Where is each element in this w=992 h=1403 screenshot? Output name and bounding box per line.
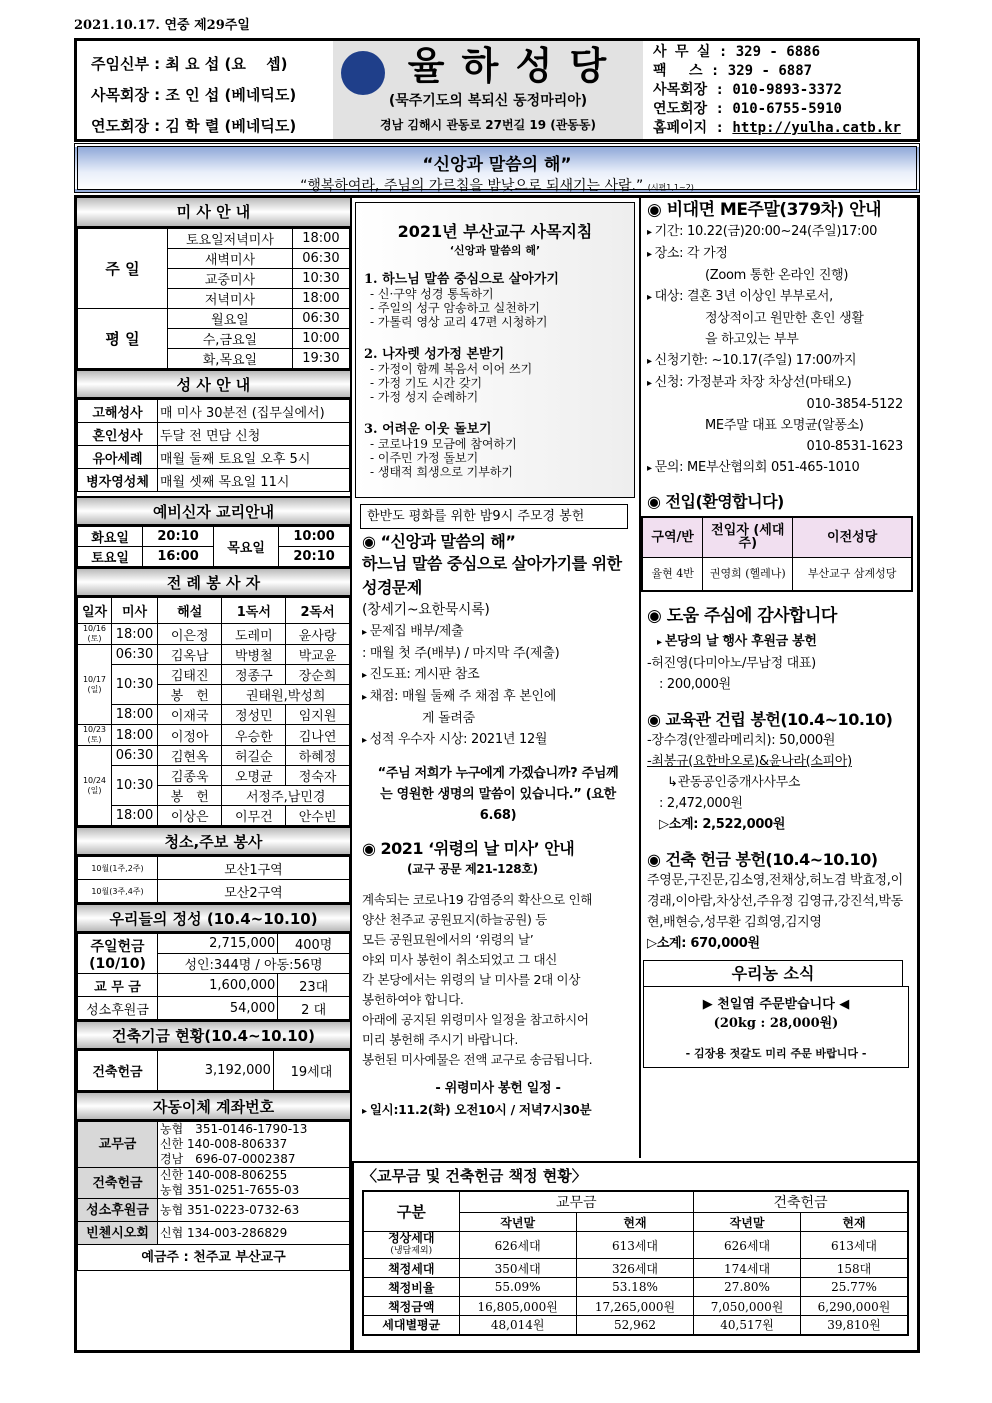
cell: 40,517원 — [694, 1316, 801, 1335]
reader1: 도레미 — [222, 624, 286, 645]
parish-address: 경남 김해시 관동로 27번길 19 (관동동) — [380, 118, 596, 132]
guide-item: - 가정 성지 순례하기 — [370, 390, 479, 404]
account-number: 경남 696-07-0002387 — [160, 1152, 296, 1166]
sacrament-name: 병자영성체 — [78, 469, 158, 492]
cleaning-header: 청소,주보 봉사 — [77, 826, 350, 856]
mass-time: 18:00 — [292, 229, 349, 249]
memorial-mass-section — [362, 838, 634, 1122]
edu-line: -장수경(안젤라메리치): 50,000원 — [647, 733, 836, 748]
accounts-table — [77, 1121, 350, 1271]
account-label: 성소후원금 — [78, 1199, 158, 1222]
sanct-label: 성소후원금 — [78, 997, 158, 1020]
col-header: 건축헌금 — [694, 1191, 908, 1213]
col-header: 해설 — [158, 598, 222, 624]
time: 16:00 — [143, 547, 214, 567]
bible-item-detail: 게 돌려줌 — [422, 711, 475, 726]
col-header: 작년말 — [694, 1213, 801, 1232]
guide-subtitle: ‘신앙과 말씀의 해’ — [449, 244, 541, 257]
day: 목요일 — [213, 527, 278, 567]
building-header: 건축기금 현황(10.4~10.10) — [77, 1020, 350, 1050]
row-label: 책정세대 — [363, 1259, 459, 1278]
cell: 613세대 — [800, 1232, 908, 1259]
offering-label: 봉 헌 — [158, 685, 222, 705]
sacrament-info: 매 미사 30분전 (집무실에서) — [158, 400, 350, 423]
middle-column — [352, 198, 639, 1158]
time: 06:30 — [112, 746, 158, 766]
time: 06:30 — [112, 645, 158, 665]
homepage-label: 홈페이지 : — [653, 120, 733, 136]
time: 10:30 — [112, 766, 158, 806]
edu-line: -최봉규(요한바오로)&윤나라(소피아) — [647, 754, 852, 769]
banner-title: “신앙과 말씀의 해” — [422, 155, 572, 175]
pastoral-guidelines-box — [355, 202, 635, 498]
reader2: 윤사랑 — [286, 624, 350, 645]
mass-name: 월요일 — [168, 309, 293, 329]
bfund-heading: ◉ 건축 헌금 봉헌(10.4~10.10) — [647, 850, 878, 869]
peace-prayer-note: 한반도 평화를 위한 밤9시 주모경 봉헌 — [360, 504, 628, 529]
col-header: 1독서 — [222, 598, 286, 624]
bible-item: ▸ 성적 우수자 시상: 2021년 12월 — [362, 729, 634, 751]
me-line: ▸ 문의: ME부산협의회 051-465-1010 — [647, 457, 915, 479]
bfund-total: ▷소계: 670,000원 — [647, 936, 760, 951]
date: 10/24 (일) — [78, 746, 112, 826]
offerers: 서정주,남민경 — [222, 786, 350, 806]
sacrament-name: 고해성사 — [78, 400, 158, 423]
col-header: 구분 — [363, 1191, 459, 1232]
pastoral-president: 사목회장 : 조 인 섭 (베네딕도) — [91, 86, 297, 104]
mass-time: 19:30 — [292, 349, 349, 369]
edu-heading: ◉ 교육관 건립 봉헌(10.4~10.10) — [647, 710, 893, 729]
reader1: 우승한 — [222, 725, 286, 746]
fax: 팩 스 : 329 - 6887 — [653, 63, 813, 79]
mass-name: 수,금요일 — [168, 329, 293, 349]
building-label: 건축헌금 — [78, 1051, 158, 1091]
date: 10/17 (일) — [78, 645, 112, 725]
narrator: 김종욱 — [158, 766, 222, 786]
body-line: 모든 공원묘원에서의 ‘위령의 날’ — [362, 932, 534, 947]
body-line: 양산 천주교 공원묘지(하늘공원) 등 — [362, 912, 548, 927]
cell: 25.77% — [800, 1278, 908, 1297]
bible-item: ▸ 문제집 배부/제출 — [362, 621, 634, 643]
col-header: 구역/반 — [642, 517, 703, 557]
body-line: 봉헌하여야 합니다. — [362, 992, 464, 1007]
mass-time: 10:00 — [292, 329, 349, 349]
bible-heading: ◉ “신앙과 말씀의 해” — [362, 532, 516, 551]
reader2: 임지원 — [286, 705, 350, 725]
thanks-amount: : 200,000원 — [659, 677, 731, 692]
time: 18:00 — [112, 725, 158, 746]
woori-farm-box — [643, 960, 909, 1068]
me-line: (Zoom 통한 온라인 진행) — [705, 268, 849, 283]
reader1: 허길순 — [222, 746, 286, 766]
sacrament-info: 매월 둘째 토요일 오후 5시 — [158, 446, 350, 469]
cell: 7,050,000원 — [694, 1297, 801, 1316]
me-section — [647, 200, 915, 479]
cell: 613세대 — [576, 1232, 693, 1259]
account-number: 신한 140-008-806255 — [160, 1168, 288, 1182]
catechism-table — [77, 526, 350, 567]
account-label: 빈첸시오회 — [78, 1222, 158, 1245]
mass-time: 06:30 — [292, 249, 349, 269]
guide-item: - 가정이 함께 복음서 이어 쓰기 — [370, 362, 533, 376]
offering-table — [77, 933, 350, 1020]
main-content — [74, 195, 920, 1353]
me-line: ME주말 대표 오명균(알퐁소) — [705, 418, 864, 433]
cell: 626세대 — [694, 1232, 801, 1259]
mass-time: 10:30 — [292, 269, 349, 289]
thanks-section — [647, 606, 915, 695]
day: 화요일 — [78, 527, 143, 547]
sunday-label: 주 일 — [78, 229, 168, 309]
sanct-amount: 54,000 — [158, 997, 278, 1020]
farm-line: ▶ 천일염 주문받습니다 ◀ — [702, 997, 850, 1012]
reader1: 정종구 — [222, 665, 286, 685]
gyomu-label: 교 무 금 — [78, 974, 158, 997]
parish-logo-icon — [341, 51, 385, 95]
col-header: 이전성당 — [793, 517, 912, 557]
sunday-offering-label: 주일헌금 — [90, 938, 145, 955]
farm-note: - 김장용 젓갈도 미리 주문 바랍니다 - — [685, 1047, 867, 1060]
farm-title: 우리농 소식 — [643, 960, 903, 986]
reader2: 장순희 — [286, 665, 350, 685]
day: 토요일 — [78, 547, 143, 567]
sacraments-table — [77, 399, 350, 492]
guide-item: - 신·구약 성경 통독하기 — [370, 287, 494, 301]
sanct-count: 2 대 — [278, 997, 350, 1020]
transfer-table — [641, 516, 913, 592]
guide-heading: 1. 하느님 말씀 중심으로 살아가기 — [364, 272, 559, 287]
pastor: 주임신부 : 최 요 섭 (요 셉) — [91, 55, 288, 73]
account-number: 농협 351-0223-0732-63 — [158, 1199, 350, 1222]
body-line: 아래에 공지된 위령미사 일정을 참고하시어 — [362, 1012, 589, 1027]
col-header: 전입자 (세대주) — [703, 517, 793, 557]
body-line: 봉헌된 미사예물은 전액 교구로 송금됩니다. — [362, 1052, 593, 1067]
col-header: 현재 — [800, 1213, 908, 1232]
sacrament-name: 혼인성사 — [78, 423, 158, 446]
narrator: 이정아 — [158, 725, 222, 746]
cell: 55.09% — [459, 1278, 576, 1297]
account-label: 건축헌금 — [78, 1168, 158, 1199]
account-number: 신협 134-003-286829 — [158, 1222, 350, 1245]
parish-title-block — [333, 41, 643, 139]
me-line: ▸ 대상: 결혼 3년 이상인 부부로서, — [647, 286, 915, 308]
row-label: 세대별평균 — [363, 1316, 459, 1335]
bible-item-detail: : 매월 첫 주(배부) / 마지막 주(제출) — [362, 646, 560, 661]
left-column — [77, 198, 352, 1350]
district: 율현 4반 — [642, 557, 703, 591]
narrator: 이상은 — [158, 806, 222, 826]
reader1: 박병철 — [222, 645, 286, 665]
account-number: 농협 351-0251-7655-03 — [160, 1183, 300, 1197]
reader2: 정숙자 — [286, 766, 350, 786]
contacts — [643, 41, 917, 139]
guide-heading: 3. 어려운 이웃 돌보기 — [364, 422, 492, 437]
office-phone: 사 무 실 : 329 - 6886 — [653, 44, 821, 60]
narrator: 이은정 — [158, 624, 222, 645]
reader2: 안수빈 — [286, 806, 350, 826]
me-line: ▸ 장소: 각 가정 — [647, 243, 915, 265]
narrator: 김현옥 — [158, 746, 222, 766]
parish-name: 율 하 성 당 — [407, 44, 609, 88]
me-line: ▸ 신청기한: ~10.17(주일) 17:00까지 — [647, 350, 915, 372]
cell: 6,290,000원 — [800, 1297, 908, 1316]
theme-banner — [74, 143, 920, 193]
sunday-count: 400명 — [278, 934, 350, 954]
period: 10월(3주,4주) — [78, 880, 158, 903]
building-count: 19세대 — [273, 1051, 349, 1091]
mass-header: 미 사 안 내 — [77, 198, 350, 228]
mass-name: 저녁미사 — [168, 289, 293, 309]
col-header: 현재 — [576, 1213, 693, 1232]
previous-parish: 부산교구 삼계성당 — [793, 557, 912, 591]
gyomu-amount: 1,600,000 — [158, 974, 278, 997]
row-label: 책정금액 — [363, 1297, 459, 1316]
narrator: 이재국 — [158, 705, 222, 725]
cell: 53.18% — [576, 1278, 693, 1297]
sunday-detail: 성인:344명 / 아동:56명 — [158, 954, 350, 974]
time: 20:10 — [143, 527, 214, 547]
guide-heading: 2. 나자렛 성가정 본받기 — [364, 347, 505, 362]
transfer-heading: ◉ 전입(환영합니다) — [647, 492, 784, 511]
row-label: 책정비율 — [363, 1278, 459, 1297]
parish-patron: (묵주기도의 복되신 동정마리아) — [388, 93, 588, 109]
cleaning-table — [77, 856, 350, 903]
date: 10/23 (토) — [78, 725, 112, 746]
parish-header — [74, 38, 920, 142]
cell: 326세대 — [576, 1259, 693, 1278]
banner-quote: “행복하여라, 주님의 가르침을 밤낮으로 되새기는 사람.” — [300, 178, 644, 194]
mass-name: 새벽미사 — [168, 249, 293, 269]
account-number: 신한 140-008-806337 — [160, 1137, 288, 1151]
body-line: 각 본당에서는 위령의 날 미사를 2대 이상 — [362, 972, 581, 987]
guide-item: - 코로나19 모금에 참여하기 — [370, 437, 517, 451]
education-fund-section — [647, 709, 915, 835]
bible-quiz-section — [362, 531, 634, 826]
memorial-body — [362, 890, 634, 1070]
mass-name: 화,목요일 — [168, 349, 293, 369]
sunday-amount: 2,715,000 — [158, 934, 278, 954]
me-line: 을 하고있는 부부 — [705, 332, 799, 347]
bible-range: (창세기~요한묵시록) — [362, 602, 490, 618]
reader2: 김나연 — [286, 725, 350, 746]
sacrament-name: 유아세례 — [78, 446, 158, 469]
period: 10월(1주,2주) — [78, 857, 158, 880]
offerers: 권태원,박성희 — [222, 685, 350, 705]
catechism-header: 예비신자 교리안내 — [77, 496, 350, 526]
date: 10/16 (토) — [78, 624, 112, 645]
mass-name: 교중미사 — [168, 269, 293, 289]
guide-item: - 가톨릭 영상 교리 47편 시청하기 — [370, 315, 548, 329]
thanks-donor: -허진영(다미아노/무남정 대표) — [647, 656, 816, 671]
row-sublabel: (냉담제외) — [390, 1246, 433, 1256]
memorial-heading: ◉ 2021 ‘위령의 날 미사’ 안내 — [362, 839, 575, 858]
col-header: 작년말 — [459, 1213, 576, 1232]
narrator: 김옥남 — [158, 645, 222, 665]
cell: 52,962 — [576, 1316, 693, 1335]
cell: 350세대 — [459, 1259, 576, 1278]
bible-item: ▸ 채점: 매월 둘째 주 채점 후 본인에 — [362, 686, 634, 708]
bible-item: ▸ 진도표: 게시판 참조 — [362, 664, 634, 686]
yeondo-phone: 연도회장 : 010-6755-5910 — [653, 101, 842, 117]
accounts-header: 자동이체 계좌번호 — [77, 1091, 350, 1121]
thanks-heading: ◉ 도움 주심에 감사합니다 — [647, 606, 837, 626]
status-title: 〈교무금 및 건축헌금 책정 현황〉 — [362, 1167, 587, 1185]
bulletin-date: 2021.10.17. 연중 제29주일 — [74, 18, 250, 33]
reader1: 정성민 — [222, 705, 286, 725]
pastoral-phone: 사목회장 : 010-9893-3372 — [653, 82, 842, 98]
sunday-offering-date: (10/10) — [89, 955, 146, 972]
mass-name: 토요일저녁미사 — [168, 229, 293, 249]
cell: 16,805,000원 — [459, 1297, 576, 1316]
guide-item: - 생태적 희생으로 기부하기 — [370, 465, 514, 479]
bible-quote: “주님 저희가 누구에게 가겠습니까? 주님께는 영원한 생명의 말씀이 있습니다.” (요한6.68) — [377, 766, 619, 823]
memorial-ref: (교구 공문 제21-128호) — [407, 862, 538, 876]
me-phone: 010-8531-1623 — [806, 439, 903, 454]
bible-subheading: 하느님 말씀 중심으로 살아가기를 위한 성경문제 — [362, 554, 622, 597]
building-amount: 3,192,000 — [158, 1051, 274, 1091]
cell: 17,265,000원 — [576, 1297, 693, 1316]
cell: 174세대 — [694, 1259, 801, 1278]
guide-title: 2021년 부산교구 사목지침 — [397, 222, 593, 241]
col-header: 미사 — [112, 598, 158, 624]
cell: 158대 — [800, 1259, 908, 1278]
reader2: 하혜정 — [286, 746, 350, 766]
edu-line: ↳관동공인중개사사무소 — [667, 775, 801, 790]
edu-total: ▷소계: 2,522,000원 — [659, 817, 786, 832]
cell: 27.80% — [694, 1278, 801, 1297]
building-fund-section — [647, 849, 909, 954]
building-table — [77, 1050, 350, 1091]
right-column — [639, 198, 917, 1158]
allocation-status-section — [352, 1161, 917, 1351]
thanks-item: ▸ 본당의 날 행사 후원금 봉헌 — [647, 631, 915, 653]
cell: 39,810원 — [800, 1316, 908, 1335]
sacrament-info: 두달 전 면담 신청 — [158, 423, 350, 446]
status-table — [362, 1190, 909, 1336]
sacrament-info: 매월 셋째 목요일 11시 — [158, 469, 350, 492]
newcomer: 권영희 (헬레나) — [703, 557, 793, 591]
col-header: 일자 — [78, 598, 112, 624]
account-number: 농협 351-0146-1790-13 — [160, 1122, 308, 1136]
yeondo-president: 연도회장 : 김 학 렬 (베네딕도) — [91, 117, 297, 135]
schedule-title: - 위령미사 봉헌 일정 - — [435, 1081, 561, 1096]
account-label: 교무금 — [78, 1122, 158, 1168]
time: 18:00 — [112, 624, 158, 645]
guide-item: - 가정 기도 시간 갖기 — [370, 376, 483, 390]
col-header: 교무금 — [459, 1191, 694, 1213]
body-line: 야외 미사 봉헌이 취소되었고 그 대신 — [362, 952, 557, 967]
me-line: ▸ 기간: 10.22(금)20:00~24(주일)17:00 — [647, 221, 915, 243]
group: 모산1구역 — [158, 857, 350, 880]
weekday-label: 평 일 — [78, 309, 168, 369]
mass-time: 06:30 — [292, 309, 349, 329]
account-holder: 예금주 : 천주교 부산교구 — [78, 1245, 350, 1271]
homepage-link[interactable]: http://yulha.catb.kr — [732, 120, 901, 136]
reader2: 박교윤 — [286, 645, 350, 665]
offering-label: 봉 헌 — [158, 786, 222, 806]
reader1: 오명균 — [222, 766, 286, 786]
time: 18:00 — [112, 806, 158, 826]
me-line: ▸ 신청: 가정분과 차장 차상선(마태오) — [647, 372, 915, 394]
reader1: 이무건 — [222, 806, 286, 826]
col-header: 2독서 — [286, 598, 350, 624]
cell: 626세대 — [459, 1232, 576, 1259]
gyomu-count: 23대 — [278, 974, 350, 997]
cell: 48,014원 — [459, 1316, 576, 1335]
body-line: 미리 봉헌해 주시기 바랍니다. — [362, 1032, 518, 1047]
guide-item: - 주일의 성구 암송하고 실천하기 — [370, 301, 541, 315]
banner-ref: (시편1,1~2) — [647, 183, 694, 192]
liturgy-table — [77, 597, 350, 826]
mass-time: 18:00 — [292, 289, 349, 309]
liturgy-header: 전 례 봉 사 자 — [77, 567, 350, 597]
narrator: 김태진 — [158, 665, 222, 685]
body-line: 계속되는 코로나19 감염증의 확산으로 인해 — [362, 892, 593, 907]
clergy-list — [77, 41, 333, 139]
time: 10:00 — [279, 527, 350, 547]
time: 20:10 — [279, 547, 350, 567]
bfund-names: 주영문,구진문,김소영,전채상,허노겸 박효정,이경래,이아람,차상선,주유정 김영규,강진석,박동현,배현승,성무환 김희영,김지영 — [647, 873, 903, 930]
group: 모산2구역 — [158, 880, 350, 903]
time: 18:00 — [112, 705, 158, 725]
me-phone: 010-3854-5122 — [806, 397, 903, 412]
mass-table — [77, 228, 350, 369]
time: 10:30 — [112, 665, 158, 705]
sacraments-header: 성 사 안 내 — [77, 369, 350, 399]
offering-header: 우리들의 정성 (10.4~10.10) — [77, 903, 350, 933]
farm-price: (20kg : 28,000원) — [713, 1016, 839, 1031]
edu-line: : 2,472,000원 — [659, 796, 743, 811]
guide-item: - 이주민 가정 돌보기 — [370, 451, 479, 465]
me-line: 정상적이고 원만한 혼인 생활 — [705, 311, 864, 326]
me-heading: ◉ 비대면 ME주말(379차) 안내 — [647, 200, 882, 220]
schedule-time: ▸ 일시:11.2(화) 오전10시 / 저녁7시30분 — [362, 1099, 634, 1122]
row-label: 정상세대 — [388, 1231, 435, 1245]
